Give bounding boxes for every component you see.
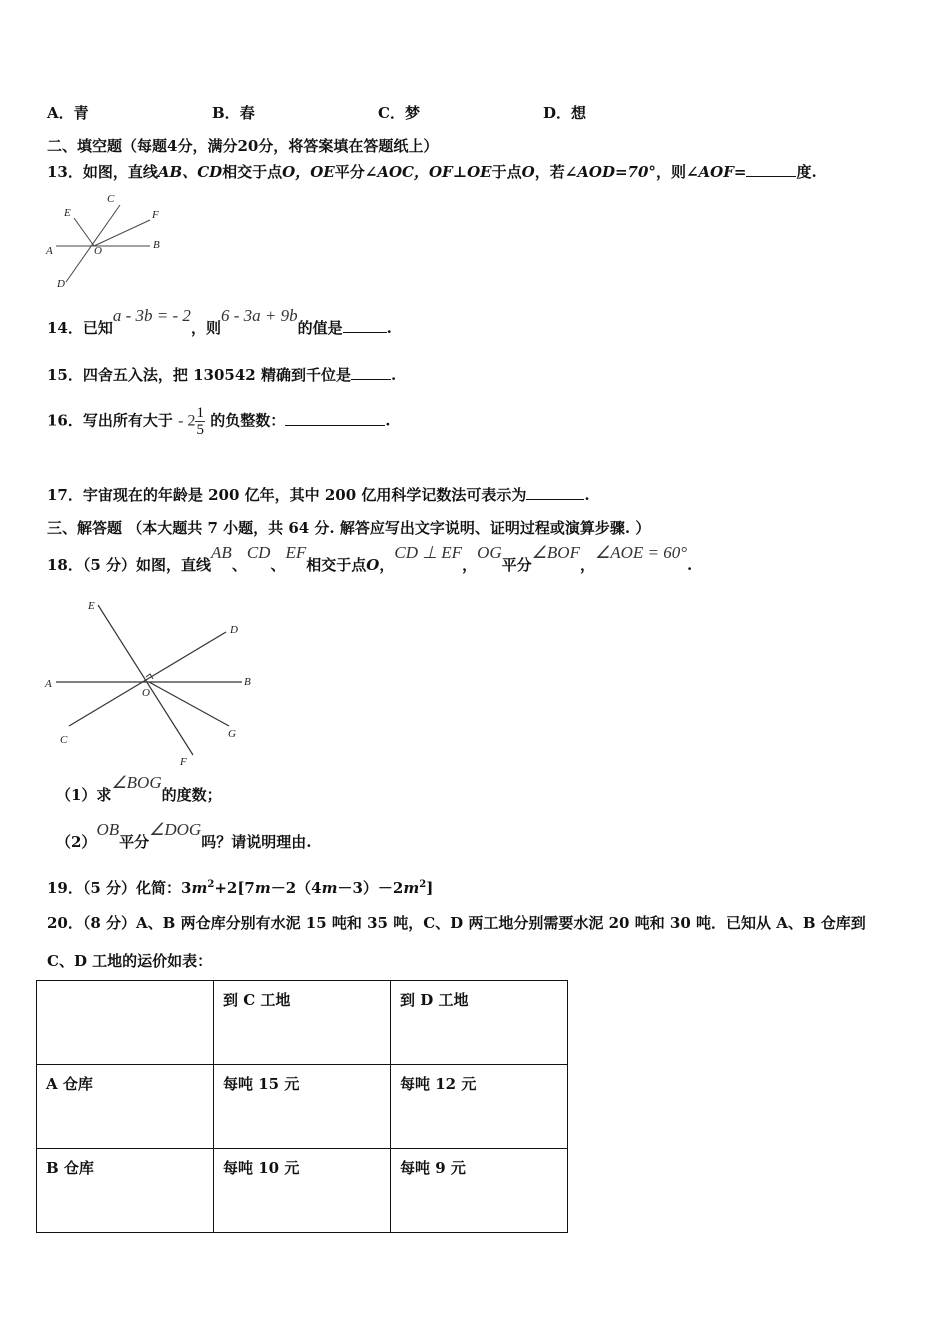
label-a: A: [45, 678, 52, 690]
label-e: E: [88, 600, 95, 612]
answer-blank: [285, 413, 385, 426]
label-c: C: [107, 193, 115, 205]
question-20-cont: C、D 工地的运价如表：: [47, 952, 213, 970]
answer-blank: [746, 164, 796, 177]
ray-oe: [74, 218, 94, 246]
table-cell: 到 D 工地: [391, 981, 568, 1065]
question-17: 17．宇宙现在的年龄是 200 亿年，其中 200 亿用科学记数法可表示为 .: [47, 486, 590, 504]
table-cell: 每吨 12 元: [391, 1065, 568, 1149]
table-row: [37, 1065, 568, 1149]
question-20: 20．（8 分）A、B 两仓库分别有水泥 15 吨和 35 吨，C、D 两工地分别需要水泥 20 吨和 30 吨．已知从 A、B 仓库到: [47, 914, 866, 932]
q18-part-2: （2）OB平分∠DOG吗？请说明理由.: [56, 820, 312, 851]
label-d: D: [57, 278, 65, 290]
option-a: A．青: [47, 104, 89, 122]
expr-target: 6 - 3a + 9b: [220, 306, 298, 325]
table-header-row: [37, 981, 568, 1065]
section-2-title: 二、填空题（每题4分，满分20分，将答案填在答题纸上）: [47, 137, 439, 155]
q13-figure: [42, 190, 172, 290]
label-o: O: [142, 687, 150, 699]
table-cell: 每吨 9 元: [391, 1149, 568, 1233]
option-c: C．梦: [378, 104, 420, 122]
question-19: 19．（5 分）化简：$3m^2+2[7m-2(4m-3)-2m^2]$: [47, 879, 434, 897]
option-b: B．春: [212, 104, 255, 122]
line-cd: [66, 205, 120, 282]
label-c: C: [60, 734, 68, 746]
question-15: 15．四舍五入法，把 130542 精确到千位是 .: [47, 366, 397, 384]
table-cell: 每吨 15 元: [214, 1065, 391, 1149]
label-b: B: [153, 239, 160, 251]
table-cell: [37, 981, 214, 1065]
label-f: F: [180, 756, 187, 768]
answer-blank: [351, 367, 391, 380]
label-o: O: [94, 245, 102, 257]
question-13: 13．如图，直线AB、CD相交于点O，OE平分∠AOC，OF⊥OE于点O，若∠AOD=70°，则∠AOF= 度.: [47, 163, 817, 181]
expr-given: a - 3b = - 2: [112, 306, 191, 325]
option-d: D．想: [543, 104, 587, 122]
section-3-title: 三、解答题 （本大题共 7 小题，共 64 分. 解答应写出文字说明、证明过程或演算步骤. ）: [47, 519, 651, 537]
table-cell: 每吨 10 元: [214, 1149, 391, 1233]
q18-part-1: （1）求∠BOG的度数；: [56, 773, 222, 804]
table-cell: 到 C 工地: [214, 981, 391, 1065]
label-f: F: [152, 209, 159, 221]
label-e: E: [64, 207, 71, 219]
label-g: G: [228, 728, 236, 740]
table-cell: B 仓库: [37, 1149, 214, 1233]
label-a: A: [46, 245, 53, 257]
label-d: D: [230, 624, 238, 636]
answer-blank: [526, 487, 584, 500]
question-14: 14．已知a - 3b = - 2，则6 - 3a + 9b的值是 .: [47, 306, 392, 337]
freight-price-table: [36, 980, 568, 1233]
ray-of: [94, 220, 150, 246]
q18-figure: [42, 595, 272, 770]
label-b: B: [244, 676, 251, 688]
table-cell: A 仓库: [37, 1065, 214, 1149]
question-16: 16．写出所有大于 - 2 $\frac{1}{5}$ 的负整数： .: [47, 405, 391, 438]
table-row: [37, 1149, 568, 1233]
question-18: 18．（5 分）如图，直线AB、CD、EF相交于点O，CD ⊥ EF，OG平分∠BOF，∠AOE = 60°.: [47, 543, 693, 574]
answer-blank: [343, 320, 387, 333]
fraction: $\frac{1}{5}$: [196, 405, 204, 438]
